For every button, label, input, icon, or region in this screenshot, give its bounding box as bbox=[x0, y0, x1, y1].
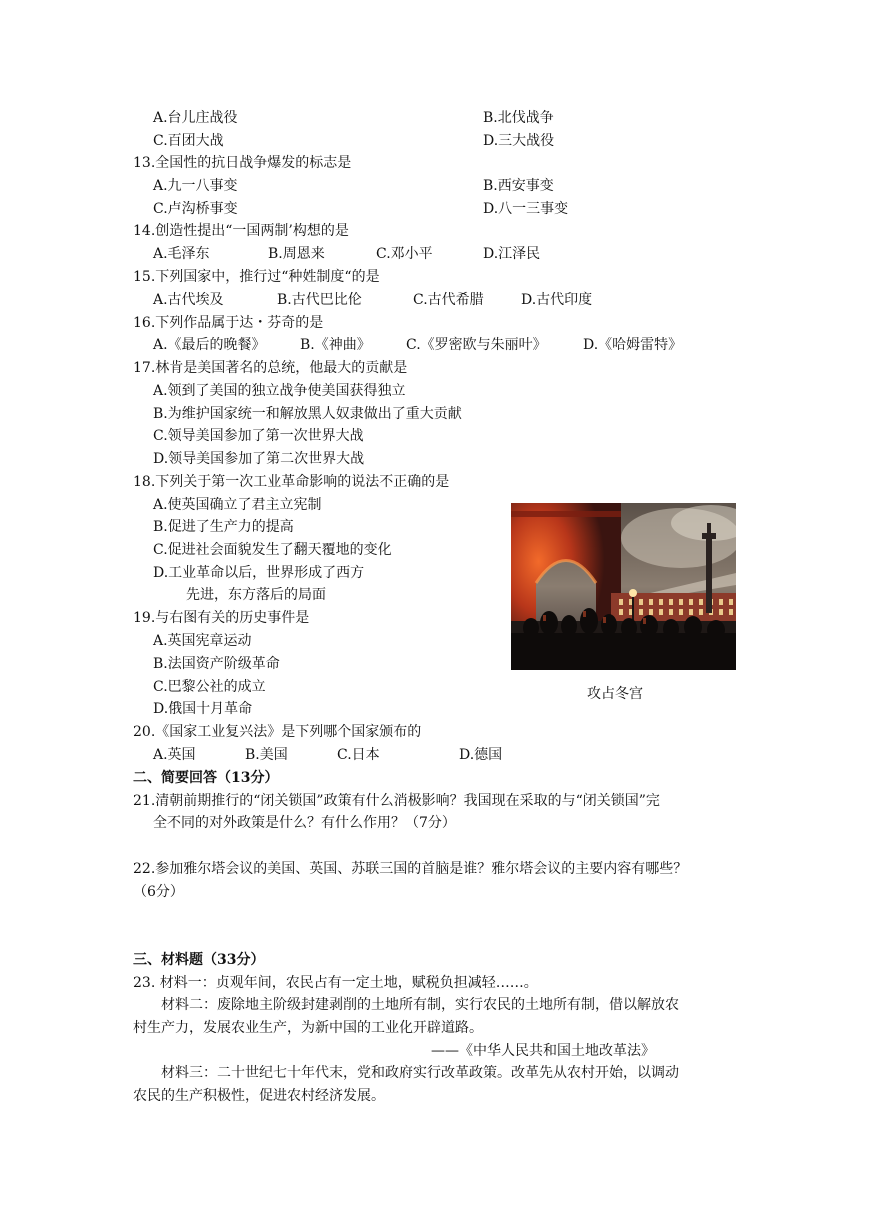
material-2-continued: 村生产力，发展农业生产，为新中国的工业化开辟道路。 bbox=[133, 1020, 483, 1036]
question-19: 19.与右图有关的历史事件是 bbox=[133, 610, 310, 626]
option-d: D.俄国十月革命 bbox=[153, 701, 253, 717]
option-c: C.巴黎公社的成立 bbox=[153, 679, 266, 695]
option-d: D.德国 bbox=[459, 747, 503, 763]
question-21-continued: 全不同的对外政策是什么？有什么作用？（7分） bbox=[153, 815, 456, 831]
option-c: C.邓小平 bbox=[376, 246, 433, 262]
question-20: 20.《国家工业复兴法》是下列哪个国家颁布的 bbox=[133, 724, 422, 740]
material-2: 材料二：废除地主阶级封建剥削的土地所有制，实行农民的土地所有制，借以解放农 bbox=[161, 997, 679, 1013]
question-14: 14.创造性提出“一国两制’构想的是 bbox=[133, 223, 349, 239]
question-15: 15.下列国家中，推行过“种姓制度“的是 bbox=[133, 269, 380, 285]
option-c: C.百团大战 bbox=[153, 133, 224, 149]
question-13: 13.全国性的抗日战争爆发的标志是 bbox=[133, 155, 352, 171]
option-a: A.使英国确立了君主立宪制 bbox=[153, 497, 322, 513]
material-2-source: ——《中华人民共和国土地改革法》 bbox=[431, 1043, 655, 1059]
option-b: B.美国 bbox=[245, 747, 288, 763]
option-b: B.为维护国家统一和解放黑人奴隶做出了重大贡献 bbox=[153, 406, 462, 422]
option-c: C.《罗密欧与朱丽叶》 bbox=[406, 337, 547, 353]
option-b: B.古代巴比伦 bbox=[277, 292, 362, 308]
option-d-continued: 先进，东方落后的局面 bbox=[186, 587, 326, 603]
option-a: A.台儿庄战役 bbox=[153, 110, 238, 126]
option-b: B.北伐战争 bbox=[483, 110, 554, 126]
option-c: C.促进社会面貌发生了翻天覆地的变化 bbox=[153, 542, 392, 558]
material-3-continued: 农民的生产积极性，促进农村经济发展。 bbox=[133, 1088, 385, 1104]
option-d: D.领导美国参加了第二次世界大战 bbox=[153, 451, 365, 467]
option-c: C.领导美国参加了第一次世界大战 bbox=[153, 428, 364, 444]
option-a: A.英国 bbox=[153, 747, 196, 763]
option-b: B.周恩来 bbox=[268, 246, 325, 262]
option-a: A.领到了美国的独立战争使美国获得独立 bbox=[153, 383, 406, 399]
question-21: 21.清朝前期推行的“闭关锁国”政策有什么消极影响？我国现在采取的与“闭关锁国”完 bbox=[133, 793, 660, 809]
question-22: 22.参加雅尔塔会议的美国、英国、苏联三国的首脑是谁？雅尔塔会议的主要内容有哪些？ bbox=[133, 861, 688, 877]
figure-caption: 攻占冬宫 bbox=[587, 686, 643, 702]
option-d: D.古代印度 bbox=[521, 292, 593, 308]
option-b: B.西安事变 bbox=[483, 178, 554, 194]
storming-winter-palace-painting bbox=[511, 503, 736, 670]
option-c: C.日本 bbox=[337, 747, 380, 763]
option-b: B.法国资产阶级革命 bbox=[153, 656, 280, 672]
option-a: A.毛泽东 bbox=[153, 246, 210, 262]
question-22-points: （6分） bbox=[133, 884, 184, 900]
question-17: 17.林肯是美国著名的总统，他最大的贡献是 bbox=[133, 360, 408, 376]
option-d: D.八一三事变 bbox=[483, 201, 569, 217]
option-c: C.卢沟桥事变 bbox=[153, 201, 238, 217]
option-d: D.三大战役 bbox=[483, 133, 555, 149]
question-23-material-1: 23. 材料一：贞观年间，农民占有一定土地，赋税负担减轻……。 bbox=[133, 975, 538, 991]
section-3-heading: 三、材料题（33分） bbox=[133, 952, 265, 968]
option-a: A.英国宪章运动 bbox=[153, 633, 252, 649]
option-a: A.《最后的晚餐》 bbox=[153, 337, 266, 353]
section-2-heading: 二、简要回答（13分） bbox=[133, 770, 279, 786]
question-18: 18.下列关于第一次工业革命影响的说法不正确的是 bbox=[133, 474, 450, 490]
question-16: 16.下列作品属于达・芬奇的是 bbox=[133, 315, 324, 331]
option-a: A.九一八事变 bbox=[153, 178, 238, 194]
option-d: D.《哈姆雷特》 bbox=[583, 337, 683, 353]
option-c: C.古代希腊 bbox=[413, 292, 484, 308]
option-b: B.促进了生产力的提高 bbox=[153, 519, 294, 535]
material-3: 材料三：二十世纪七十年代末，党和政府实行改革政策。改革先从农村开始，以调动 bbox=[161, 1065, 679, 1081]
option-d: D.江泽民 bbox=[483, 246, 541, 262]
option-b: B.《神曲》 bbox=[300, 337, 371, 353]
option-d: D.工业革命以后，世界形成了西方 bbox=[153, 565, 365, 581]
option-a: A.古代埃及 bbox=[153, 292, 224, 308]
